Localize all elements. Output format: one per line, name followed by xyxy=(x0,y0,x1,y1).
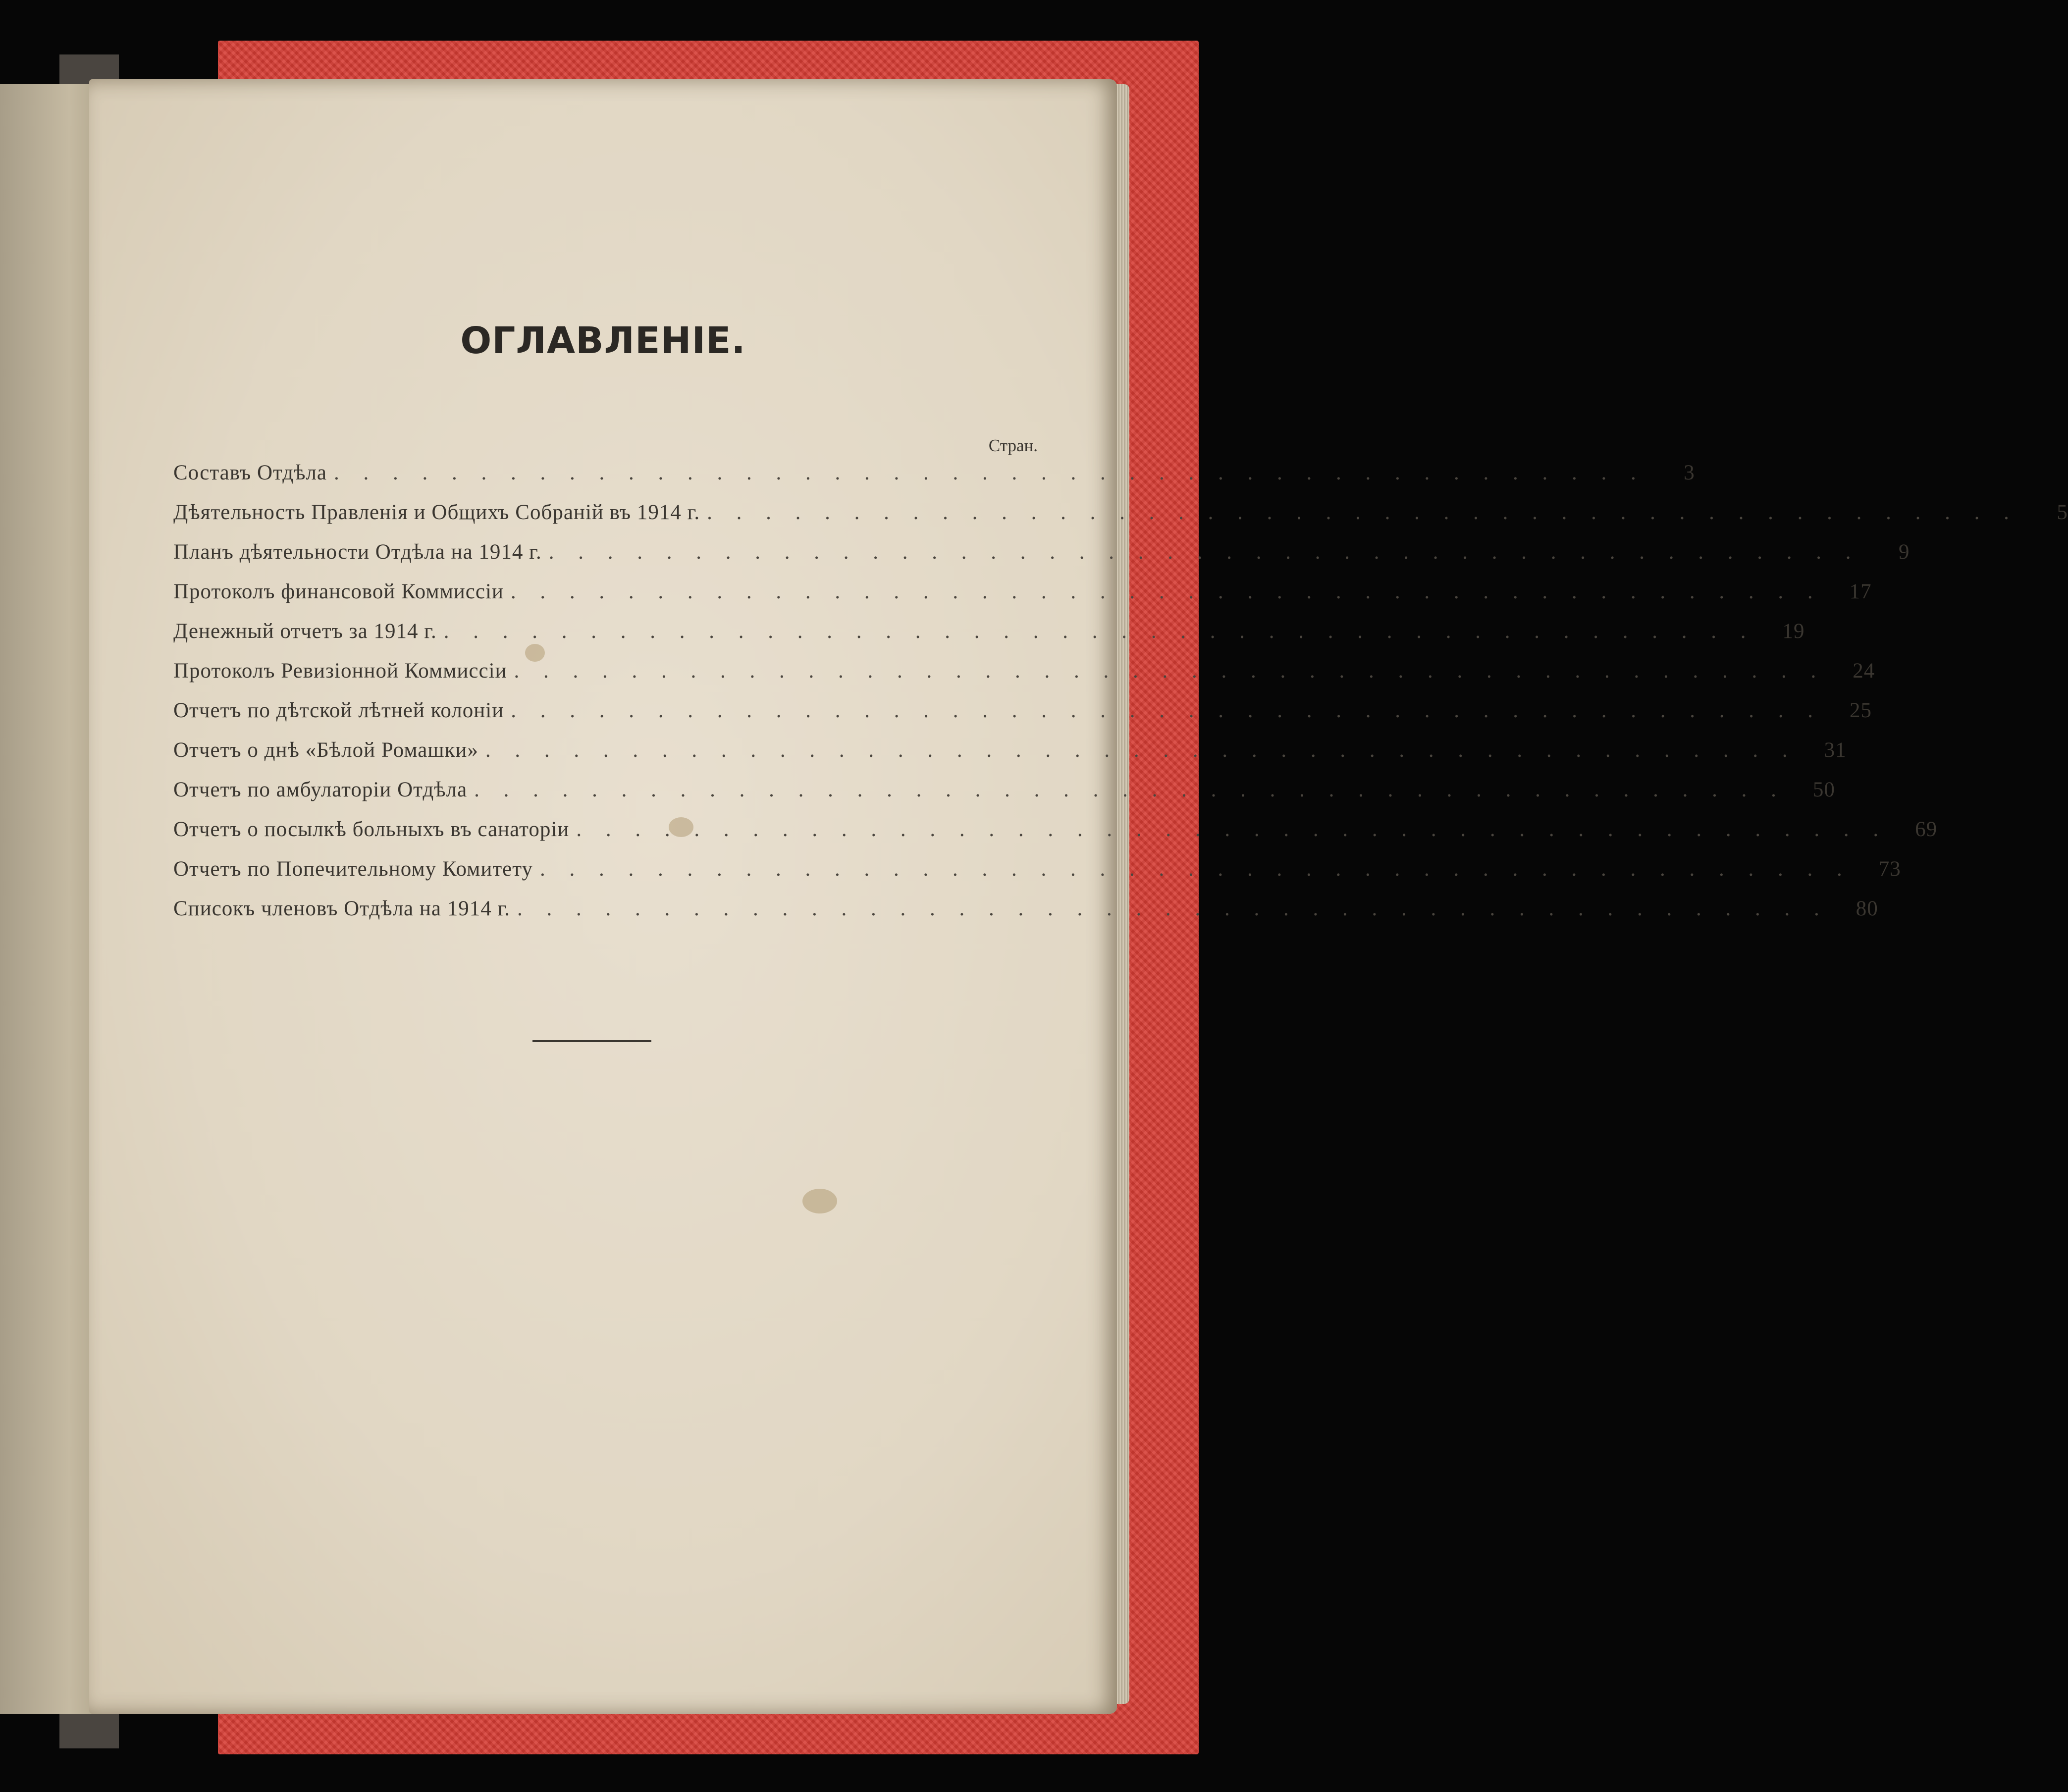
toc-entry xyxy=(173,857,1901,896)
dot-leader: . . . . . . . . . . . . . . . . . . . . . . . . . . . . . . . . . . . . . . . . . . . . . xyxy=(334,461,1645,484)
toc-entry xyxy=(173,461,1695,500)
dot-leader: . . . . . . . . . . . . . . . . . . . . . . . . . . . . . . . . . . . . . . . . . . . . . xyxy=(511,699,1822,722)
toc-list xyxy=(173,461,2068,936)
toc-entry-page: 80 xyxy=(1856,897,1878,920)
dot-leader: . . . . . . . . . . . . . . . . . . . . . . . . . . . . . . . . . . . . . . . . . . . . . xyxy=(443,620,1755,643)
toc-entry-title: Денежный отчетъ за 1914 г. xyxy=(173,620,437,643)
toc-entry xyxy=(173,896,1878,936)
toc-entry-page: 24 xyxy=(1853,659,1875,683)
paper-foxing-spot xyxy=(525,644,545,662)
dot-leader: . . . . . . . . . . . . . . . . . . . . . . . . . . . . . . . . . . . . . . . . . . . . . xyxy=(485,738,1797,762)
paper-foxing-spot xyxy=(802,1189,837,1213)
toc-entry-page: 50 xyxy=(1812,778,1835,801)
toc-entry-title: Протоколъ Ревизіонной Коммиссіи xyxy=(173,659,507,683)
dot-leader: . . . . . . . . . . . . . . . . . . . . . . . . . . . . . . . . . . . . . . . . . . . . . xyxy=(510,580,1822,603)
toc-entry-page: 73 xyxy=(1878,857,1901,881)
section-divider-rule xyxy=(532,1040,651,1042)
toc-entry xyxy=(173,738,1847,778)
dot-leader: . . . . . . . . . . . . . . . . . . . . . . . . . . . . . . . . . . . . . . . . . . . . . xyxy=(539,857,1852,881)
toc-entry-title: Отчетъ по амбулаторіи Отдѣла xyxy=(173,778,468,801)
toc-entry-title: Отчетъ по дѣтской лѣтней колоніи xyxy=(173,699,504,722)
dot-leader: . . . . . . . . . . . . . . . . . . . . . . . . . . . . . . . . . . . . . . . . . . . . . xyxy=(474,778,1786,801)
toc-entry-title: Планъ дѣятельности Отдѣла на 1914 г. xyxy=(173,540,542,564)
toc-entry-title: Дѣятельность Правленія и Общихъ Собраній въ 1914 г. xyxy=(173,501,700,524)
toc-entry-title: Отчетъ о посылкѣ больныхъ въ санаторіи xyxy=(173,818,570,841)
toc-entry-title: Списокъ членовъ Отдѣла на 1914 г. xyxy=(173,897,510,920)
toc-entry-page: 31 xyxy=(1824,738,1847,762)
page-title: ОГЛАВЛЕНІЕ. xyxy=(460,319,746,362)
dot-leader: . . . . . . . . . . . . . . . . . . . . . . . . . . . . . . . . . . . . . . . . . . . . . xyxy=(514,659,1826,683)
toc-entry xyxy=(173,619,1805,659)
toc-entry-page: 9 xyxy=(1898,540,1910,564)
toc-entry-page: 17 xyxy=(1849,580,1872,603)
dot-leader: . . . . . . . . . . . . . . . . . . . . . . . . . . . . . . . . . . . . . . . . . . . . . xyxy=(707,501,2018,524)
toc-entry xyxy=(173,698,1872,738)
toc-entry xyxy=(173,540,1910,580)
dot-leader: . . . . . . . . . . . . . . . . . . . . . . . . . . . . . . . . . . . . . . . . . . . . . xyxy=(517,897,1829,920)
paper-foxing-spot xyxy=(669,817,693,837)
facing-page xyxy=(0,84,99,1714)
toc-entry xyxy=(173,500,2068,540)
toc-entry xyxy=(173,817,1938,857)
toc-entry-title: Протоколъ финансовой Коммиссіи xyxy=(173,580,504,603)
dot-leader: . . . . . . . . . . . . . . . . . . . . . . . . . . . . . . . . . . . . . . . . . . . . . xyxy=(576,818,1888,841)
toc-entry xyxy=(173,778,1835,817)
toc-entry-title: Составъ Отдѣла xyxy=(173,461,327,484)
toc-entry-page: 25 xyxy=(1849,699,1872,722)
dot-leader: . . . . . . . . . . . . . . . . . . . . . . . . . . . . . . . . . . . . . . . . . . . . . xyxy=(548,540,1860,564)
toc-entry-title: Отчетъ о днѣ «Бѣлой Ромашки» xyxy=(173,738,478,762)
toc-entry-page: 19 xyxy=(1782,620,1805,643)
toc-entry-page: 5 xyxy=(2057,501,2068,524)
toc-entry-title: Отчетъ по Попечительному Комитету xyxy=(173,857,533,881)
toc-entry xyxy=(173,580,1872,619)
toc-entry-page: 69 xyxy=(1915,818,1938,841)
toc-entry xyxy=(173,659,1875,698)
toc-entry-page: 3 xyxy=(1684,461,1695,484)
pages-column-label: Стран. xyxy=(988,436,1038,455)
table-of-contents-page xyxy=(89,79,2068,1714)
